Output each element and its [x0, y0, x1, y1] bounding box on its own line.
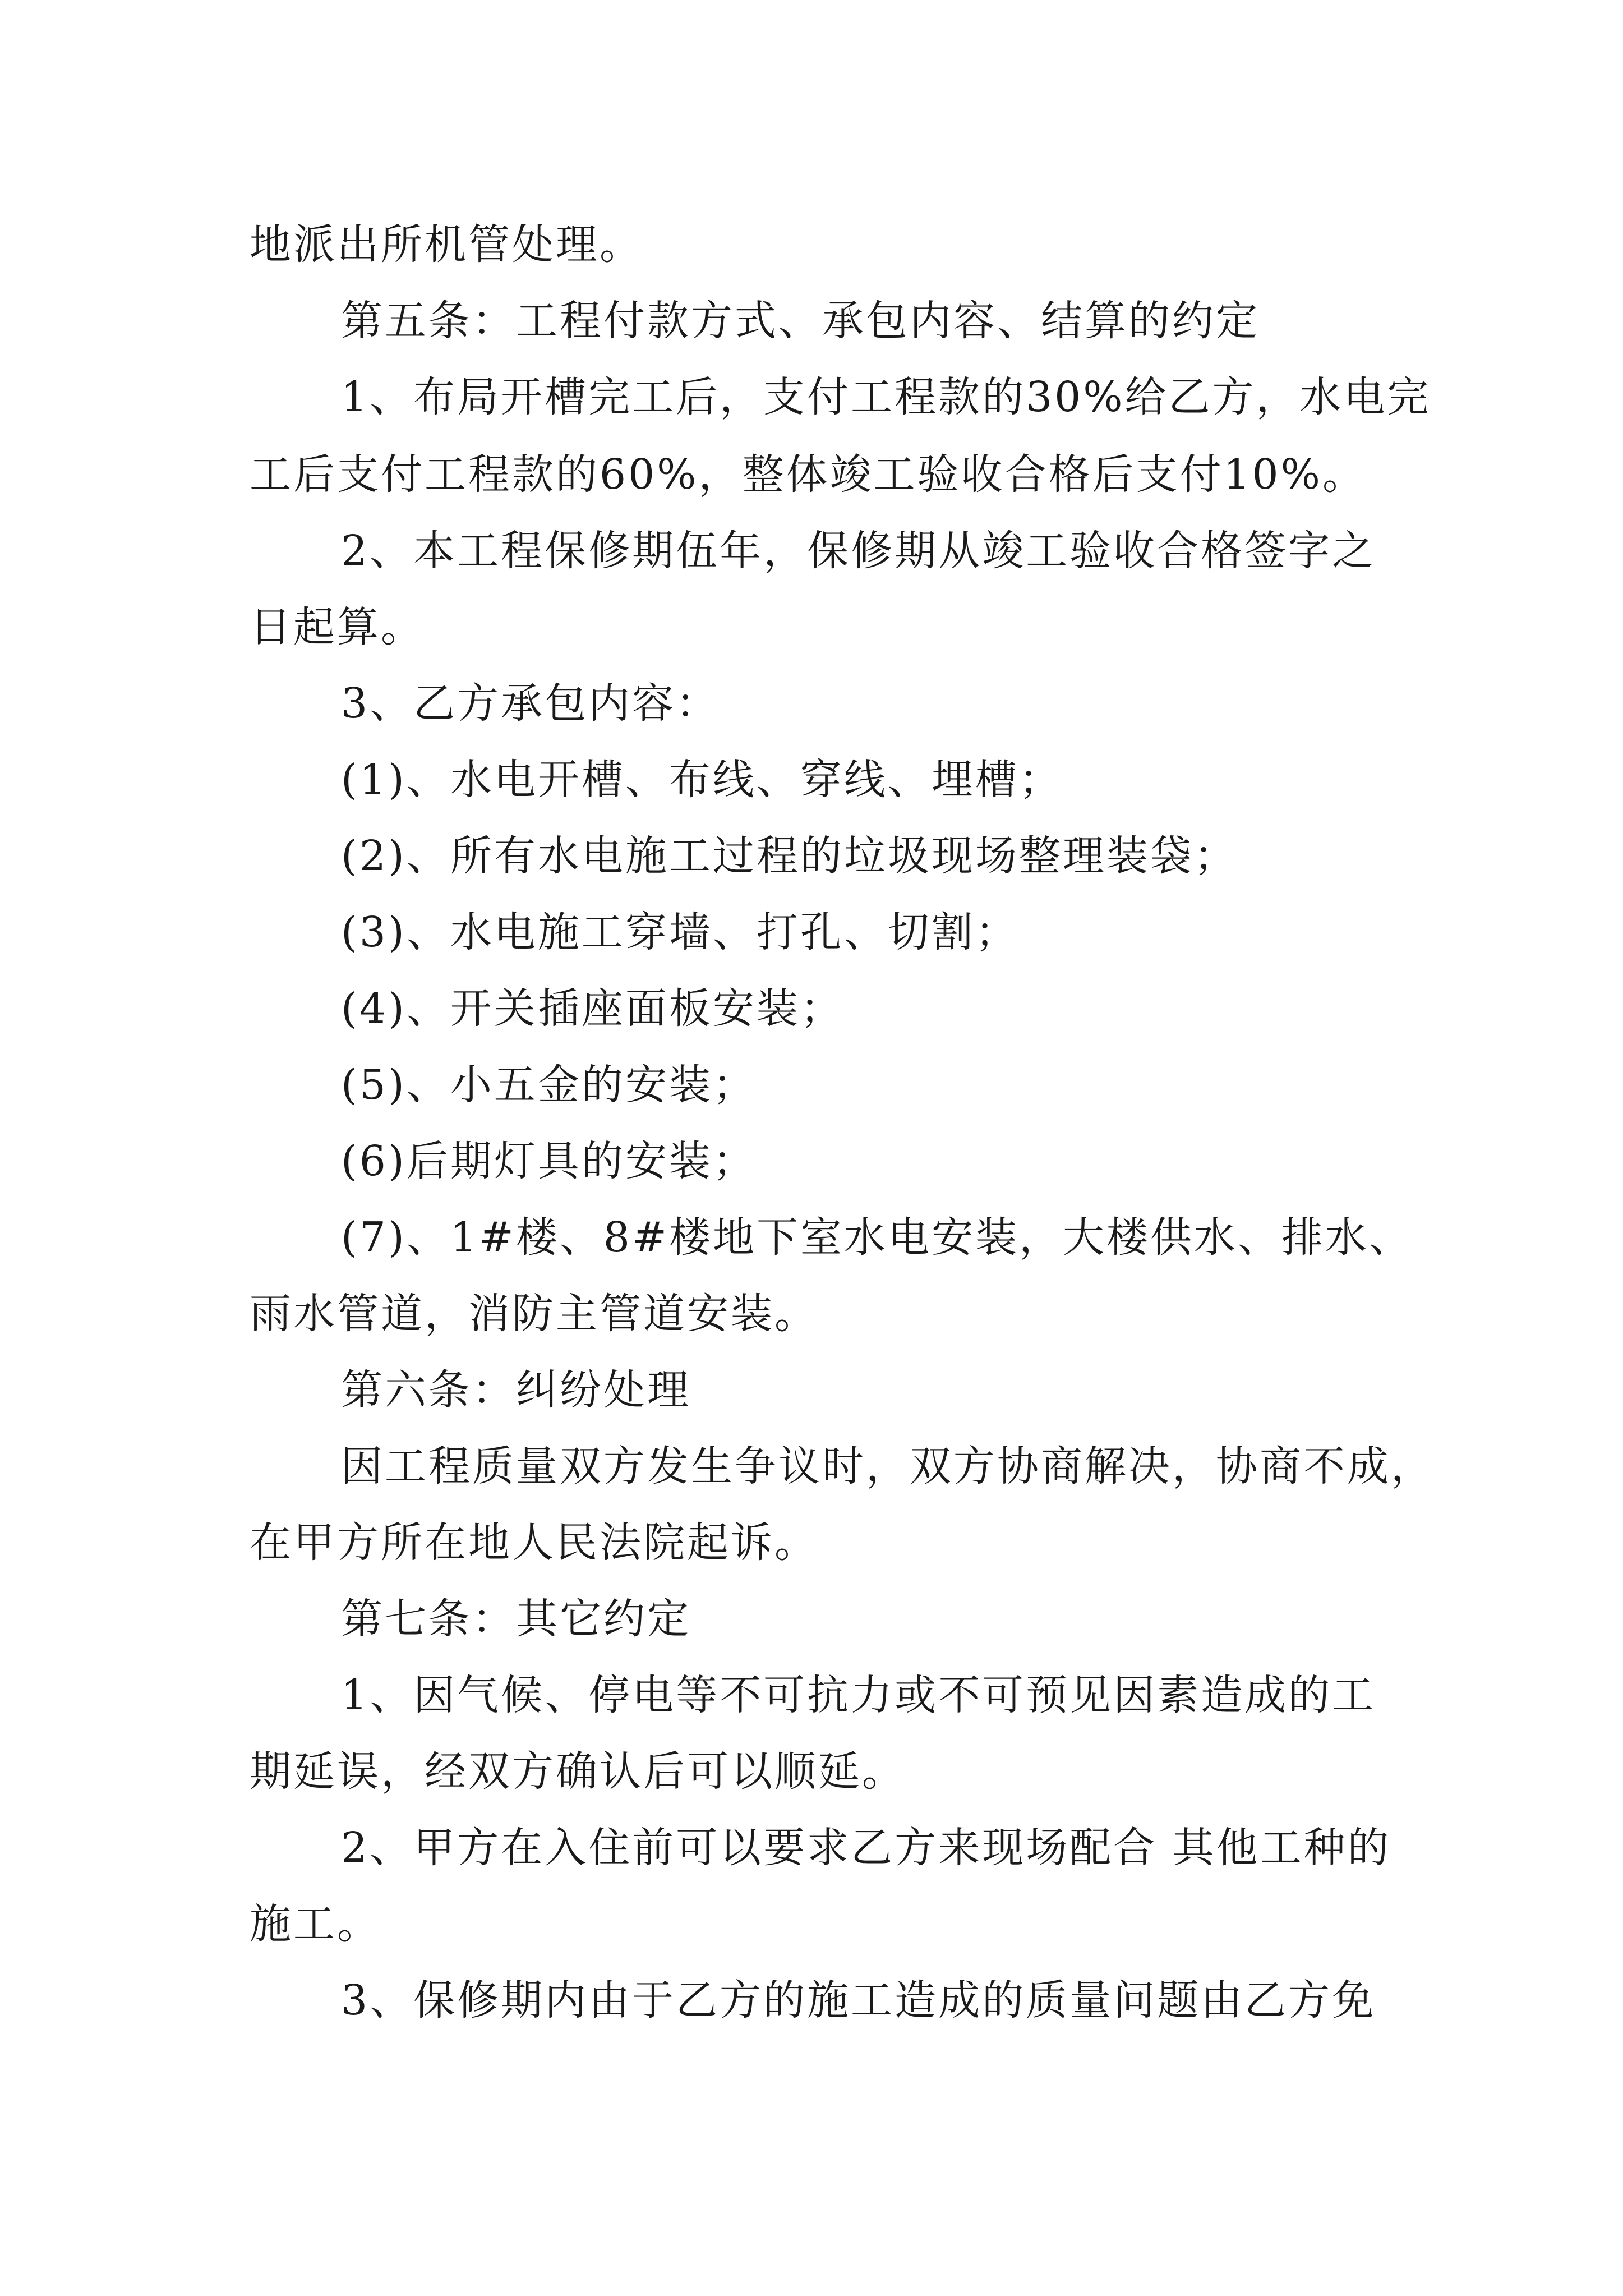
text-line: 因工程质量双方发生争议时，双方协商解决，协商不成，	[341, 1442, 1435, 1490]
text-line: 地派出所机管处理。	[250, 220, 643, 269]
text-line: 3、乙方承包内容：	[341, 679, 720, 728]
text-line: 工后支付工程款的60%，整体竣工验收合格后支付10%。	[250, 450, 1366, 499]
text-line: 2、甲方在入住前可以要求乙方来现场配合 其他工种的	[341, 1824, 1391, 1872]
list-item: (4)、开关插座面板安装；	[341, 984, 844, 1033]
section-heading: 第五条：工程付款方式、承包内容、结算的约定	[341, 297, 1260, 345]
text-line: 雨水管道，消防主管道安装。	[250, 1290, 818, 1338]
text-line: 期延误，经双方确认后可以顺延。	[250, 1747, 906, 1796]
list-item: (2)、所有水电施工过程的垃圾现场整理装袋；	[341, 832, 1238, 880]
list-item: (7)、1#楼、8#楼地下室水电安装，大楼供水、排水、	[341, 1213, 1413, 1262]
text-line: 3、保修期内由于乙方的施工造成的质量问题由乙方免	[341, 1976, 1376, 2024]
text-line: 1、因气候、停电等不可抗力或不可预见因素造成的工	[341, 1671, 1376, 1719]
section-heading: 第六条：纠纷处理	[341, 1366, 691, 1414]
text-line: 2、本工程保修期伍年，保修期从竣工验收合格签字之	[341, 527, 1376, 575]
text-line: 施工。	[250, 1900, 381, 1948]
text-line: 在甲方所在地人民法院起诉。	[250, 1519, 818, 1567]
list-item: (3)、水电施工穿墙、打孔、切割；	[341, 908, 1019, 956]
text-line: 日起算。	[250, 603, 425, 651]
list-item: (6)后期灯具的安装；	[341, 1137, 757, 1185]
list-item: (5)、小五金的安装；	[341, 1061, 757, 1109]
section-heading: 第七条：其它约定	[341, 1595, 691, 1643]
text-line: 1、布局开槽完工后，支付工程款的30%给乙方，水电完	[341, 373, 1431, 421]
list-item: (1)、水电开槽、布线、穿线、埋槽；	[341, 756, 1063, 804]
